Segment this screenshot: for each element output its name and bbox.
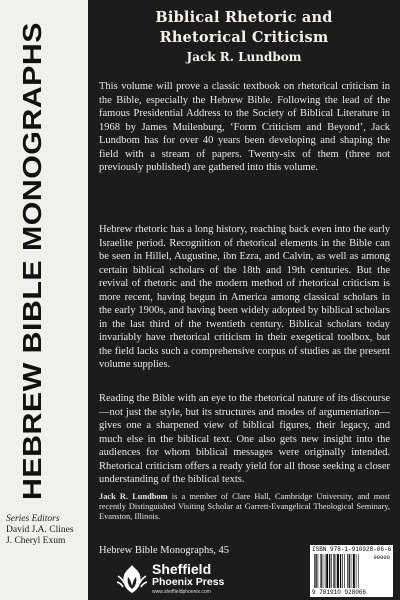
author-bio-name: Jack R. Lundbom (99, 492, 168, 501)
blurb-paragraph: Reading the Bible with an eye to the rhetorical nature of its discourse—not just the style, but its structures and modes of argumentation—gives one a sharpened view of biblical figures, their legacy, and much else in the biblical text. One also gets new insight into the audiences for whom biblical messages were originally intended. Rhetorical criticism offers a ready yield for all those seeking a closer understanding of the biblical texts. (99, 393, 390, 485)
publisher-url: www.sheffieldphoenix.com (152, 589, 211, 595)
series-editors-heading: Series Editors (6, 514, 60, 524)
book-title-line: Rhetorical Criticism (159, 29, 329, 46)
blurb-paragraph: Hebrew rhetoric has a long history, reaching back even into the early Israelite period. Recognition of rhetorical elements in the Bible can be seen in Hillel, Augustine, ibn Ezra, and Calvin, as well as among certain biblical scholars of the 18th and 19th centuries. But the revival of rhetoric and the modern method of rhetorical criticism is more recent, having begun in America among classical scholars in the early 1900s, and having been widely adopted by biblical scholars in the last third of the twentieth century. Biblical scholars today invariably have rhetorical criticism in their exegetical toolbox, but the field lacks such a comprehensive corpus of studies as the present volume supplies. (99, 224, 390, 370)
author-bio-text: is a member of Clare Hall, Cambridge University, and most recently Distinguished Visiting Scholar at Garrett-Evangelical Theological Seminary, Evanston, Illinois. (99, 492, 390, 522)
publisher-logo (115, 562, 263, 598)
series-title-text: HEBREW BIBLE MONOGRAPHS (19, 98, 47, 500)
book-title (88, 8, 400, 48)
isbn-text: ISBN 978-1-910928-06-6 (312, 546, 392, 553)
isbn-barcode (310, 545, 393, 597)
back-cover-main (88, 0, 400, 600)
series-editor-name: David J.A. Clines (6, 525, 74, 535)
series-title-vertical (10, 12, 50, 502)
spine (0, 0, 88, 600)
price-code: 90000 (373, 554, 390, 561)
barcode-bars (314, 554, 374, 588)
book-author: Jack R. Lundbom (186, 50, 302, 64)
publisher-name-sub: Phoenix Press (152, 576, 225, 588)
blurb-paragraph: This volume will prove a classic textbook on rhetorical criticism in the Bible, especially the Hebrew Bible. Following the lead of the famous Presidential Address to the Society of Biblical Literature in 1968 by James Muilenburg, ‘Form Criticism and Beyond’, Jack Lundbom has for over 40 years been developing and shaping the field with a stream of papers. Twenty-six of them (three not previously published) are gathered into this volume. (99, 81, 390, 173)
phoenix-icon (115, 562, 149, 596)
author-bio (99, 492, 390, 523)
publisher-name: Sheffield (152, 561, 212, 577)
series-editors (6, 514, 88, 547)
series-number: Hebrew Bible Monographs, 45 (99, 545, 230, 556)
series-editor-name: J. Cheryl Exum (6, 536, 66, 546)
book-title-line: Biblical Rhetoric and (155, 9, 333, 26)
barcode-digits: 9 781910 928066 (312, 589, 367, 596)
